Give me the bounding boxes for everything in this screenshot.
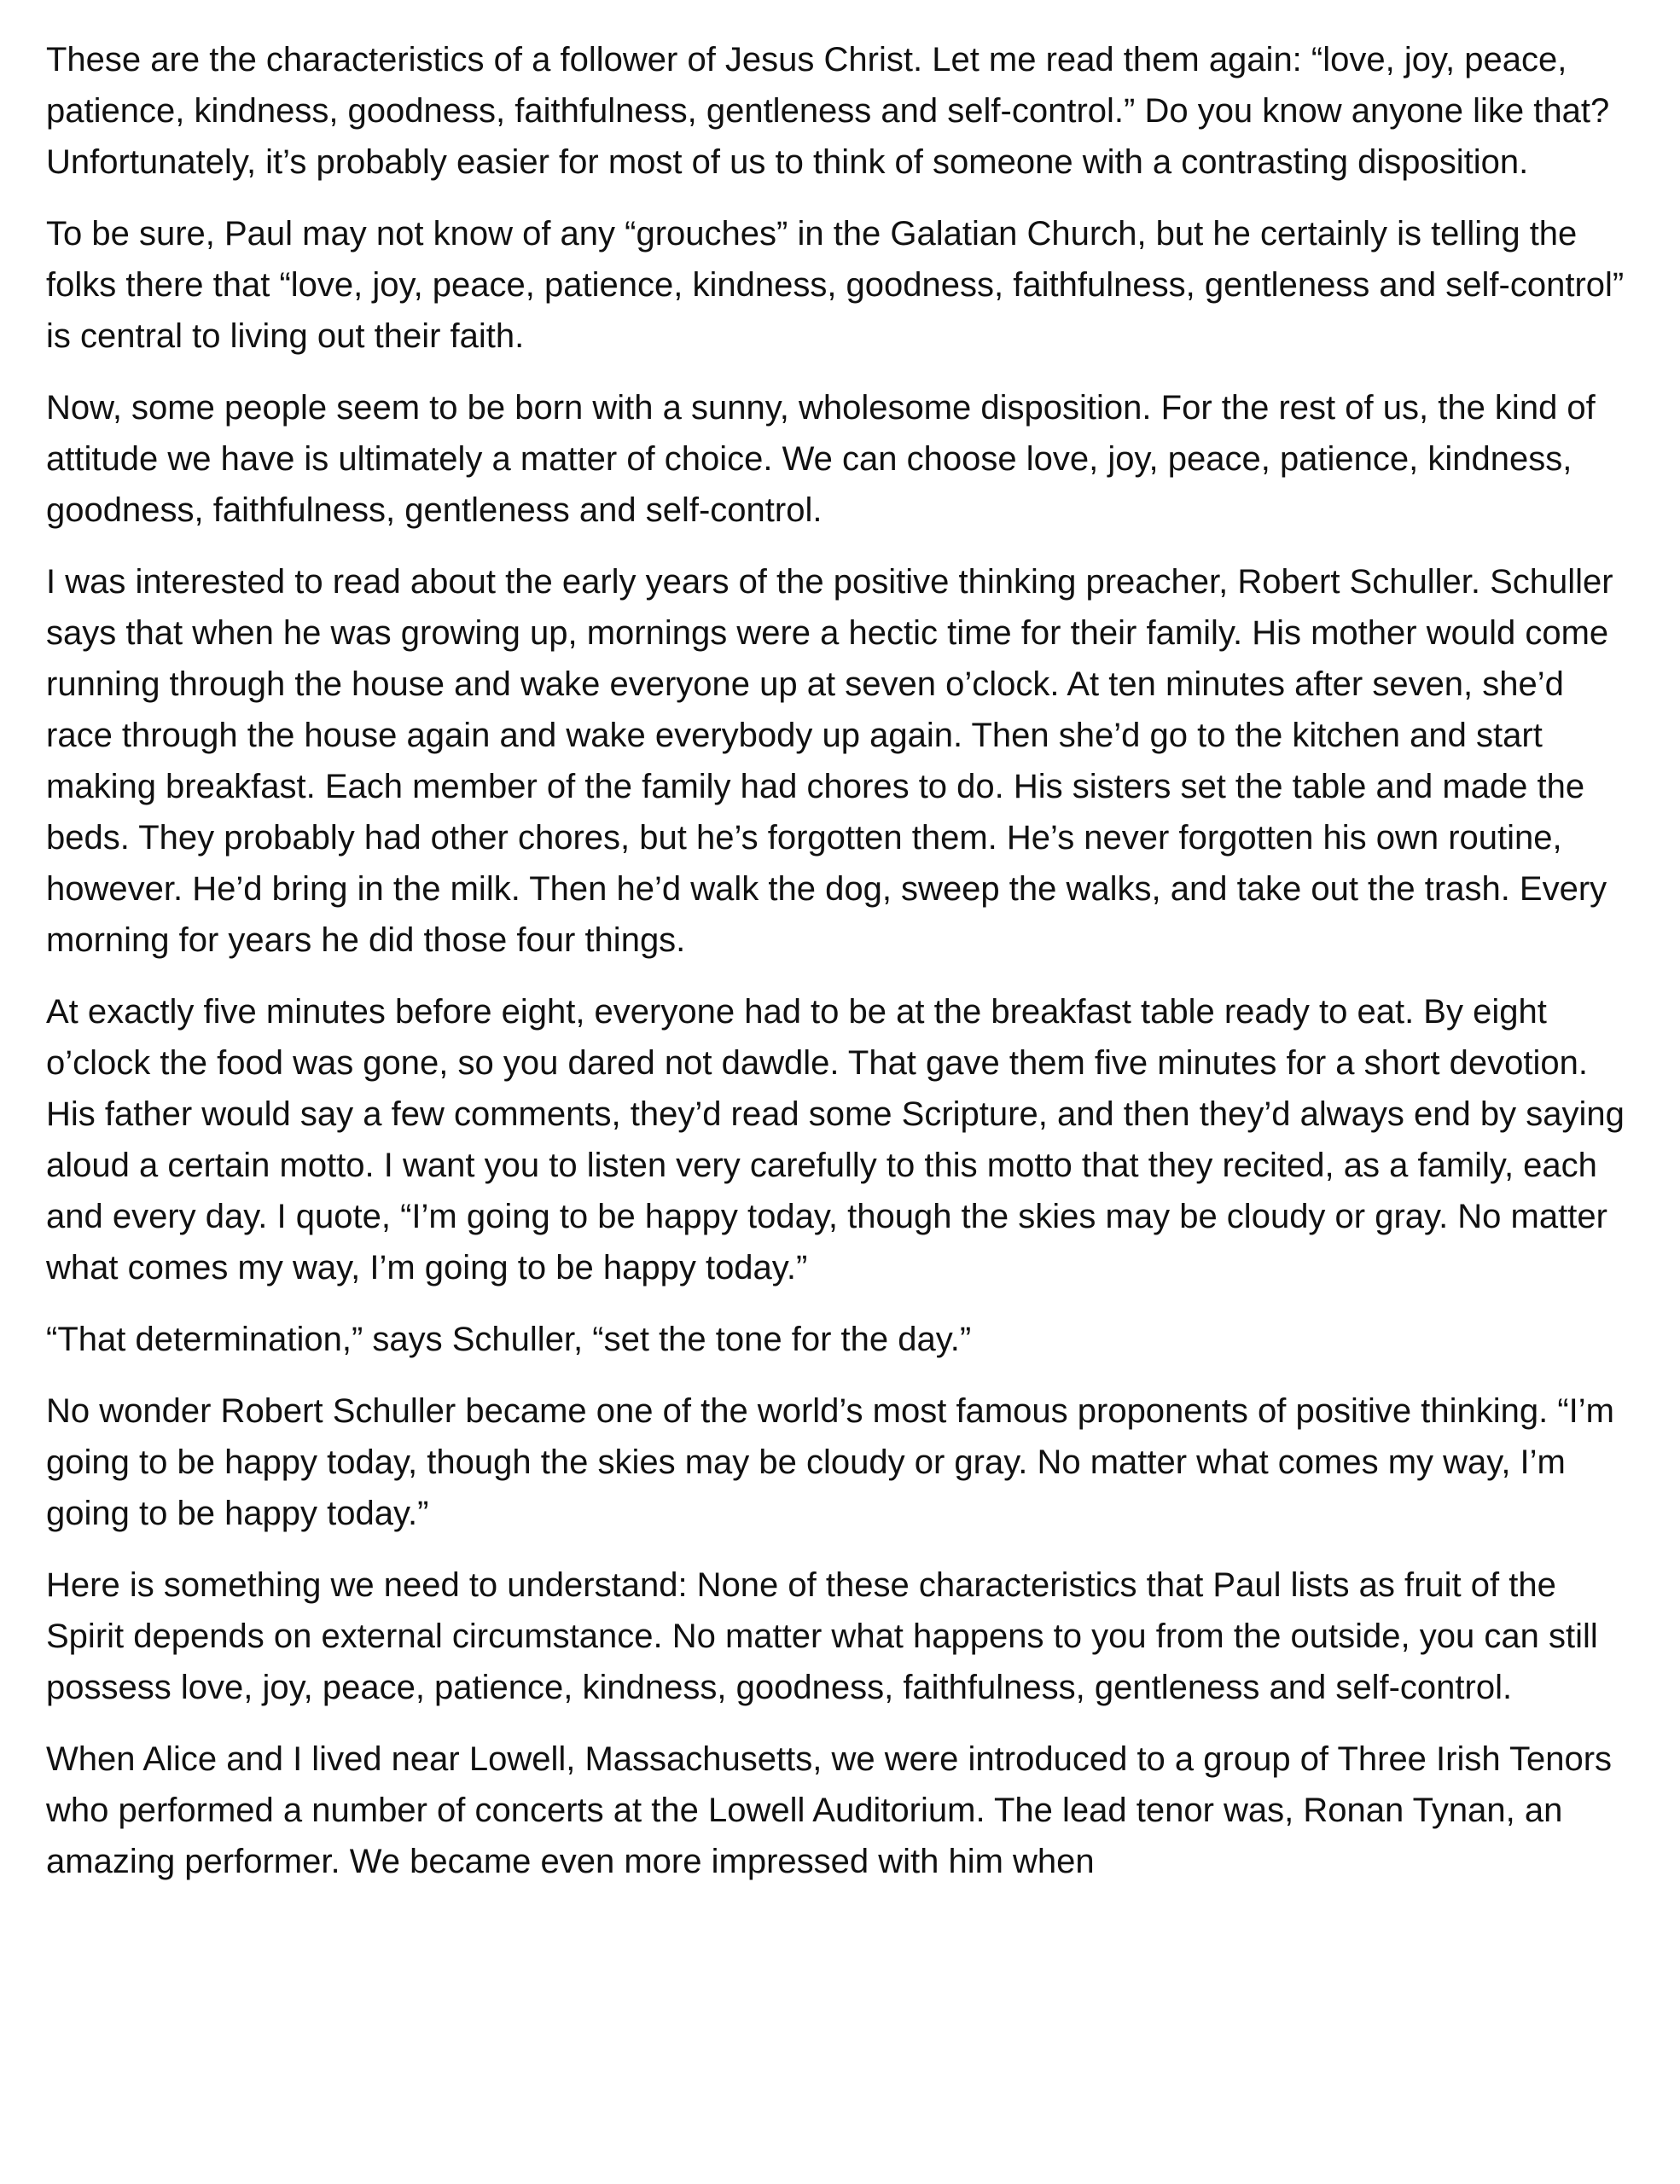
- paragraph-3: Now, some people seem to be born with a sunny, wholesome disposition. For the rest of us, the kind of attitude we have is ultimately a matter of choice. We can choose love, joy, peace, patience, kindness, goodness, faithfulness, gentleness and self-control.: [46, 389, 1596, 529]
- paragraph-8: Here is something we need to understand: None of these characteristics that Paul lists as fruit of the Spirit depends on external circumstance. No matter what happens to you from the outside, you can still possess love, joy, peace, patience, kindness, goodness, faithfulness, gentleness and self-control.: [46, 1566, 1598, 1706]
- paragraph-7: No wonder Robert Schuller became one of the world’s most famous proponents of positive thinking. “I’m going to be happy today, though the skies may be cloudy or gray. No matter what comes my way, I’m going to be happy today.”: [46, 1392, 1614, 1532]
- paragraph-6: “That determination,” says Schuller, “set the tone for the day.”: [46, 1321, 972, 1358]
- paragraph-1: These are the characteristics of a follower of Jesus Christ. Let me read them again: “love, joy, peace, patience, kindness, goodness, faithfulness, gentleness and self-control.” Do you know anyone like that? Unfortunately, it’s probably easier for most of us to think of someone with a contrasting disposition.: [46, 41, 1610, 181]
- paragraph-2: To be sure, Paul may not know of any “grouches” in the Galatian Church, but he certainly is telling the folks there that “love, joy, peace, patience, kindness, goodness, faithfulness, gentleness and self-control” is central to living out their faith.: [46, 215, 1625, 355]
- document-page: [46, 34, 1633, 1908]
- paragraph-4: I was interested to read about the early years of the positive thinking preacher, Robert Schuller. Schuller says that when he was growing up, mornings were a hectic time for their family. His mother would come running through the house and wake everyone up at seven o’clock. At ten minutes after seven, she’d race through the house again and wake everybody up again. Then she’d go to the kitchen and start making breakfast. Each member of the family had chores to do. His sisters set the table and made the beds. They probably had other chores, but he’s forgotten them. He’s never forgotten his own routine, however. He’d bring in the milk. Then he’d walk the dog, sweep the walks, and take out the trash. Every morning for years he did those four things.: [46, 563, 1613, 959]
- paragraph-5: At exactly five minutes before eight, everyone had to be at the breakfast table ready to eat. By eight o’clock the food was gone, so you dared not dawdle. That gave them five minutes for a short devotion. His father would say a few comments, they’d read some Scripture, and then they’d always end by saying aloud a certain motto. I want you to listen very carefully to this motto that they recited, as a family, each and every day. I quote, “I’m going to be happy today, though the skies may be cloudy or gray. No matter what comes my way, I’m going to be happy today.”: [46, 993, 1625, 1287]
- paragraph-9: When Alice and I lived near Lowell, Massachusetts, we were introduced to a group of Three Irish Tenors who performed a number of concerts at the Lowell Auditorium. The lead tenor was, Ronan Tynan, an amazing performer. We became even more impressed with him when: [46, 1740, 1613, 1880]
